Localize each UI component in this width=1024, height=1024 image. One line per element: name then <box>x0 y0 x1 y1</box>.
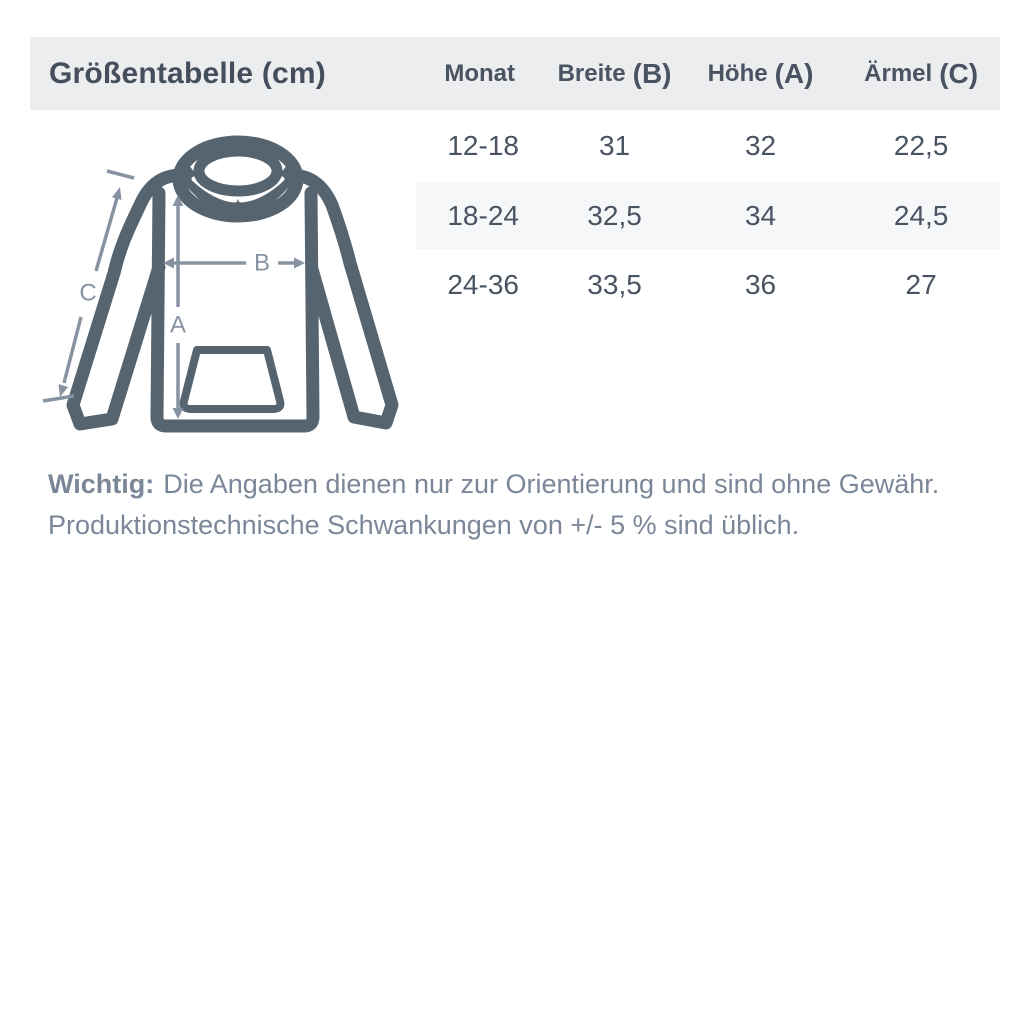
column-header-label: Monat <box>444 59 515 87</box>
disclaimer-note <box>48 464 978 546</box>
disclaimer-line-1 <box>48 464 978 505</box>
table-cell-height: 32 <box>744 130 777 161</box>
table-cell-sleeve: 22,5 <box>893 130 949 161</box>
column-header-monat <box>416 37 550 110</box>
column-header-code: (C) <box>939 57 979 89</box>
table-cell-height: 34 <box>679 182 843 249</box>
table-cell-month: 12-18 <box>447 130 519 161</box>
table-cell-month: 24-36 <box>447 268 519 300</box>
column-header-aermel <box>842 37 1000 110</box>
table-cell-width: 31 <box>598 130 631 161</box>
label-B: B <box>253 249 271 277</box>
disclaimer-text: Die Angaben dienen nur zur Orientierung und sind ohne Gewähr. <box>163 469 940 499</box>
column-header-label: Breite <box>557 59 626 87</box>
hoodie-measurement-diagram <box>40 135 420 455</box>
measure-arrow-B <box>163 258 305 269</box>
column-header-label: Höhe <box>707 59 768 87</box>
column-header-label: Ärmel <box>864 59 933 87</box>
table-cell-month: 18-24 <box>416 182 550 249</box>
disclaimer-line-2: Produktionstechnische Schwankungen von +/- 5 % sind üblich. <box>48 510 800 540</box>
measure-arrow-A <box>173 195 184 419</box>
size-table <box>416 37 1000 320</box>
table-cell-sleeve: 27 <box>905 268 937 300</box>
table-cell-width: 33,5 <box>587 268 642 300</box>
table-cell-sleeve: 24,5 <box>842 182 1000 249</box>
column-header-hoehe <box>679 37 843 110</box>
column-header-code: (A) <box>774 57 814 89</box>
page-title: Größentabelle (cm) <box>49 56 326 90</box>
column-header-code: (B) <box>632 57 672 89</box>
table-cell-width: 32,5 <box>550 182 678 249</box>
disclaimer-prefix: Wichtig: <box>48 469 155 499</box>
column-header-breite <box>550 37 678 110</box>
hood <box>179 142 297 216</box>
label-C: C <box>79 279 97 307</box>
label-A: A <box>169 311 187 339</box>
table-cell-height: 36 <box>744 268 777 300</box>
